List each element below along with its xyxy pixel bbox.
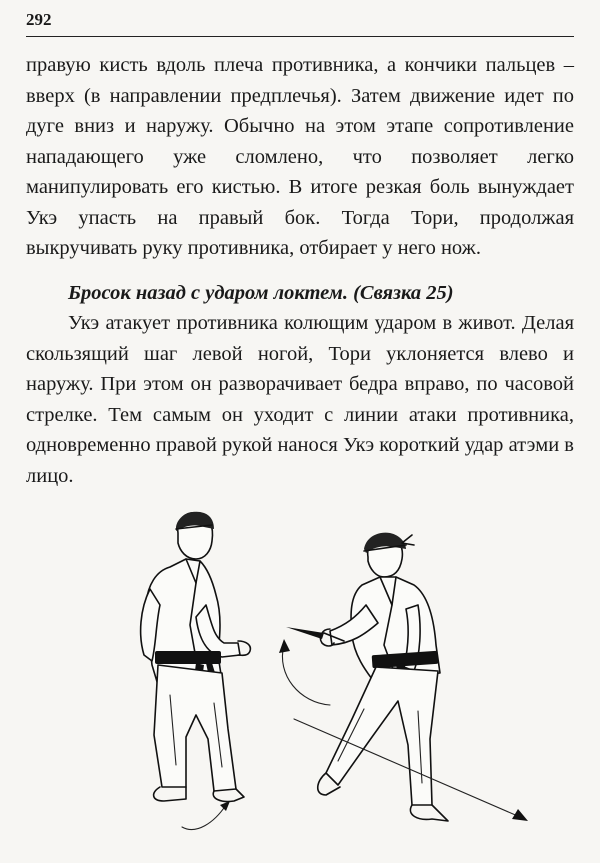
tori-figure — [141, 512, 251, 802]
header-rule — [26, 36, 574, 37]
section-paragraph — [26, 308, 574, 491]
section-line: влево и наружу. При этом он разворачивает бедра — [26, 342, 575, 395]
paragraph-line: этапе сопротивление нападающего уже сломлено, что — [26, 115, 574, 168]
paragraph-line: движение идет по дуге вниз и наружу. Обычно на этом — [26, 84, 575, 137]
section-line: Укэ атакует противника колющим ударом в живот. — [68, 312, 516, 334]
page-number: 292 — [26, 10, 52, 29]
paragraph-line: резкая боль вынуждает Укэ упасть на правый бок. — [26, 176, 574, 229]
paragraph-line: пальцев – вверх (в направлении предплечья). Затем — [26, 54, 575, 107]
body-text — [26, 50, 574, 491]
uke-figure — [286, 533, 448, 821]
section-line: нанося Укэ короткий удар атэми в лицо. — [26, 434, 574, 487]
section-line: Делая скользящий шаг левой ногой, Тори уклоняется — [26, 312, 575, 365]
paragraph-line: отбирает у него нож. — [299, 237, 481, 259]
paragraph-line: правую кисть вдоль плеча противника, а кончики — [26, 54, 478, 76]
paragraph-line: Тогда Тори, продолжая выкручивать руку противника, — [26, 206, 575, 259]
illustration — [0, 505, 600, 863]
paragraph-continued — [26, 50, 574, 264]
paragraph-line: позволяет легко манипулировать его кистью. В итоге — [26, 145, 574, 198]
section-title: Бросок назад с ударом локтем. (Связка 25) — [68, 281, 454, 304]
section-line: линии атаки противника, одновременно правой рукой — [26, 403, 574, 456]
section-line: вправо, по часовой стрелке. Тем самым он уходит с — [26, 373, 574, 426]
